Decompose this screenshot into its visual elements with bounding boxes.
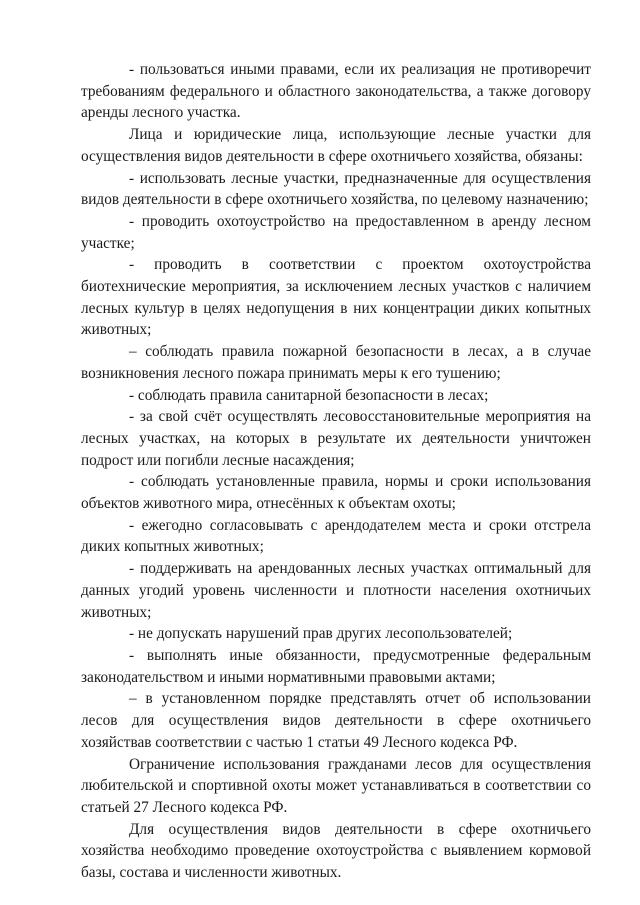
paragraph-obligations-intro: Лица и юридические лица, использующие лесные участки для осуществления видов деятельности в сфере охотничьего хозяйства, обязаны:	[81, 126, 591, 165]
paragraph-hunting-restriction: Ограничение использования гражданами лесов для осуществления любительской и спортивной охоты может устанавливаться в соответствии со статьей 27 Лесного кодекса РФ.	[81, 755, 591, 816]
list-item-fire-safety: – соблюдать правила пожарной безопасности в лесах, а в случае возникновения лесного пожара принимать меры к его тушению;	[81, 343, 591, 382]
document-page	[81, 59, 591, 884]
list-item-hunting-management: - проводить охотоустройство на предоставленном в аренду лесном участке;	[81, 212, 591, 252]
list-item-user-rights: - не допускать нарушений прав других лесопользователей;	[129, 625, 513, 643]
paragraph-other-rights: - пользоваться иными правами, если их реализация не противоречит требованиям федерального и областного законодательства, а также договору аренды лесного участка.	[81, 61, 591, 122]
list-item-culling-approval: - ежегодно согласовывать с арендодателем места и сроки отстрела диких копытных животных;	[81, 516, 591, 556]
list-item-reporting: – в установленном порядке представлять отчет об использовании лесов для осуществления видов деятельности в сфере охотничьего хозяйствав соответствии с частью 1 статьи 49 Лесного кодекса РФ.	[81, 690, 591, 751]
list-item-other-duties: - выполнять иные обязанности, предусмотренные федеральным законодательством и иными нормативными правовыми актами;	[81, 646, 591, 686]
paragraph-hunting-management-need: Для осуществления видов деятельности в сфере охотничьего хозяйства необходимо проведение охотоустройства с выявлением кормовой базы, состава и численности животных.	[81, 820, 591, 882]
list-item-sanitary-safety: - соблюдать правила санитарной безопасности в лесах;	[129, 386, 489, 404]
list-item-population-density: - поддерживать на арендованных лесных участках оптимальный для данных угодий уровень численности и плотности населения охотничьих животных;	[81, 560, 591, 621]
list-item-biotechnical-measures: - проводить в соответствии с проектом охотоустройства биотехнические мероприятия, за исключением лесных участков с наличием лесных культур в целях недопущения в них концентрации диких копытных животных;	[81, 256, 591, 339]
list-item-use-purpose: - использовать лесные участки, предназначенные для осуществления видов деятельности в сфере охотничьего хозяйства, по целевому назначению;	[81, 169, 591, 209]
list-item-reforestation: - за свой счёт осуществлять лесовосстановительные мероприятия на лесных участках, на которых в результате их деятельности уничтожен подрост или погибли лесные насаждения;	[81, 408, 591, 469]
list-item-hunting-rules: - соблюдать установленные правила, нормы и сроки использования объектов животного мира, отнесённых к объектам охоты;	[81, 473, 591, 513]
